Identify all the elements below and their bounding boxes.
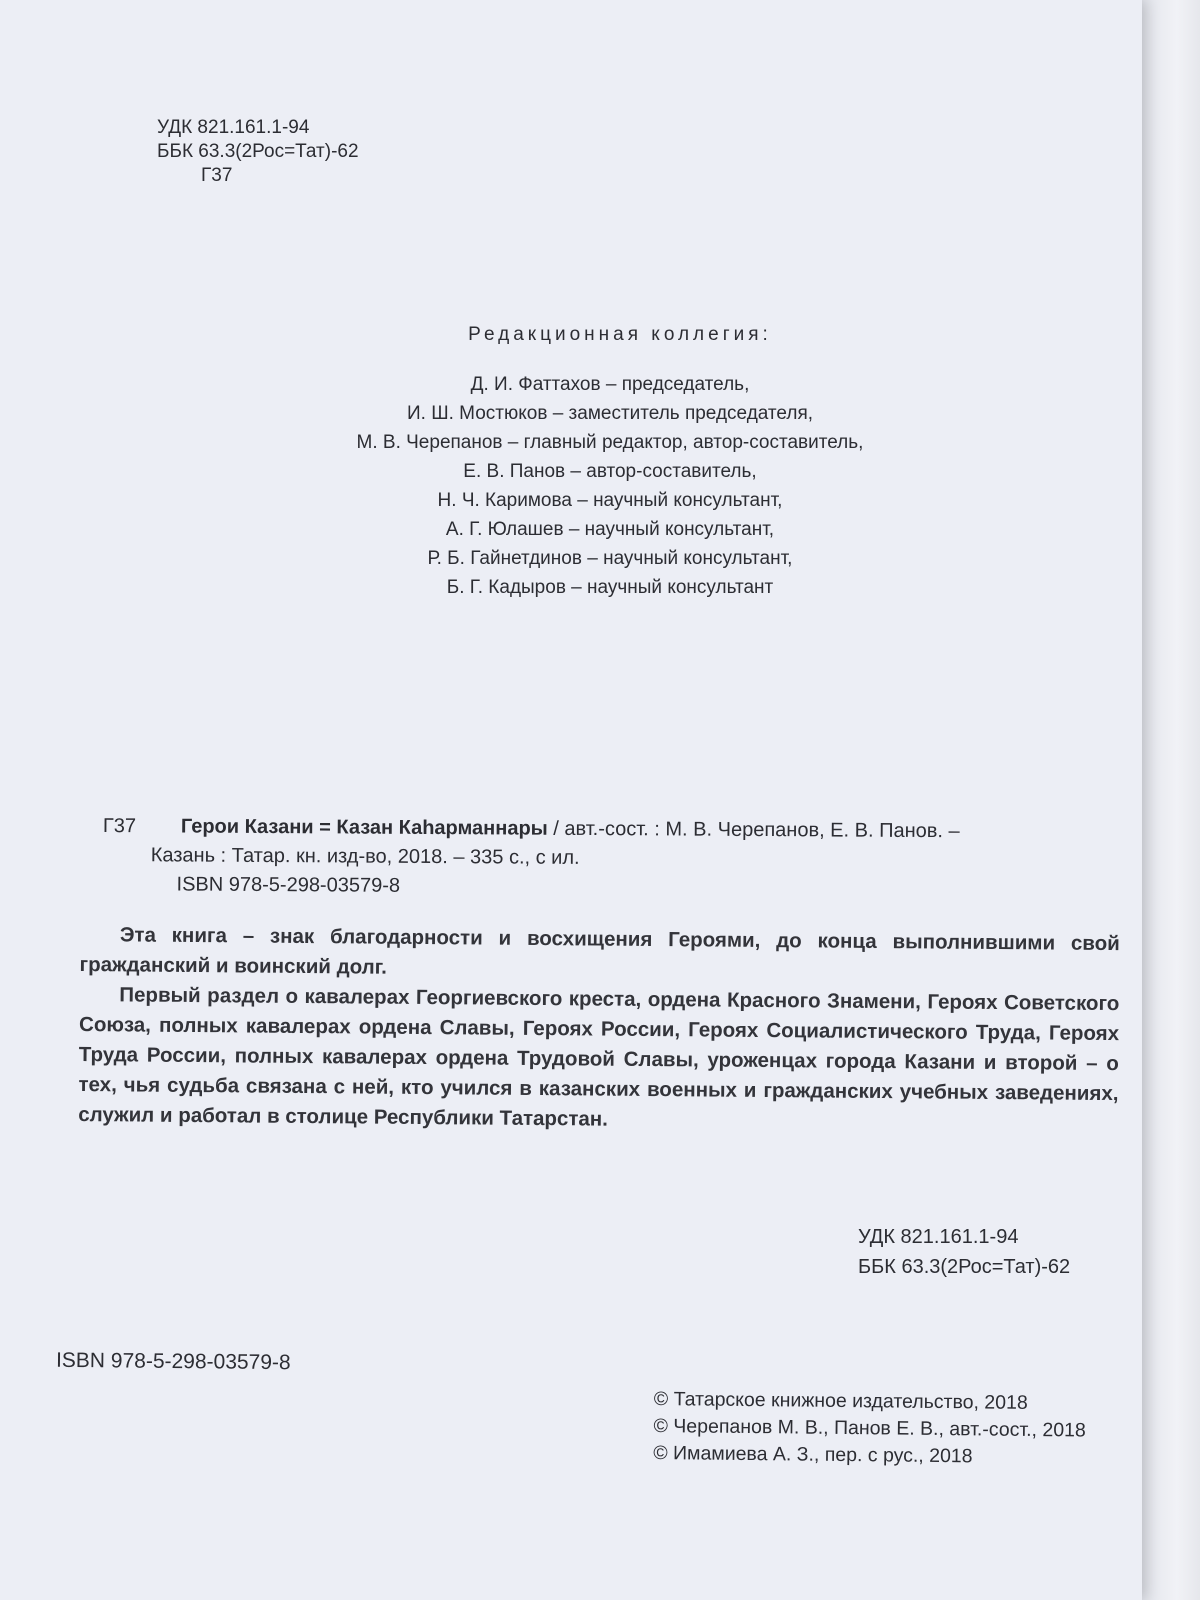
bibliographic-record	[102, 812, 1113, 905]
board-member: Б. Г. Кадыров – научный консультант	[446, 577, 774, 598]
isbn-record: ISBN 978-5-298-03579-8	[176, 873, 401, 897]
imprint: Казань : Татар. кн. изд-во, 2018. – 335 с., с ил.	[150, 844, 580, 869]
bbk-code-bottom: ББК 63.3(2Рос=Тат)-62	[858, 1256, 1071, 1278]
responsibility-statement: / авт.-сост. : М. В. Черепанов, Е. В. Панов. –	[547, 817, 960, 843]
udc-code-bottom: УДК 821.161.1-94	[858, 1226, 1019, 1248]
board-member: М. В. Черепанов – главный редактор, автор-составитель,	[356, 432, 864, 453]
udc-code: УДК 821.161.1-94	[157, 117, 310, 138]
annotation-paragraph: Эта книга – знак благодарности и восхищения Героями, до конца выполнившими свой гражданский и воинский долг.	[79, 923, 1120, 979]
page-edge-shadow	[1142, 0, 1200, 1600]
copyright-line: © Имамиева А. З., пер. с рус., 2018	[653, 1441, 973, 1468]
copyright-block	[653, 1386, 1086, 1472]
bottom-classification-block	[858, 1222, 1070, 1282]
biblio-sign: Г37	[102, 814, 137, 838]
board-member: А. Г. Юлашев – научный консультант,	[445, 519, 775, 540]
board-member: И. Ш. Мостюков – заместитель председателя,	[406, 403, 814, 424]
editorial-board	[240, 324, 980, 602]
annotation	[78, 920, 1120, 1139]
bbk-code: ББК 63.3(2Рос=Тат)-62	[157, 141, 359, 162]
editorial-board-title: Редакционная коллегия:	[468, 324, 772, 345]
copyright-line: © Татарское книжное издательство, 2018	[653, 1387, 1028, 1414]
top-classification-block	[157, 116, 359, 188]
isbn-bottom: ISBN 978-5-298-03579-8	[55, 1348, 291, 1375]
annotation-paragraph: Первый раздел о кавалерах Георгиевского креста, ордена Красного Знамени, Героях Советского Союза, полных кавалерах ордена Славы, Героях России, Героях Социалистического Труда, Героях Труда России, полных кавалерах ордена Трудовой Славы, уроженцах города Казани и второй – о тех, чья судьба связана с ней, кто учился в казанских военных и гражданских учебных заведениях, служил и работал в столице Республики Татарстан.	[78, 983, 1120, 1131]
copyright-line: © Черепанов М. В., Панов Е. В., авт.-сост., 2018	[653, 1414, 1086, 1442]
board-member: Р. Б. Гайнетдинов – научный консультант,	[427, 548, 793, 569]
author-sign: Г37	[201, 165, 233, 186]
book-title: Герои Казани = Казан Каһарманнары	[180, 815, 548, 840]
show-through-watermark	[400, 660, 820, 800]
board-member: Е. В. Панов – автор-составитель,	[463, 461, 757, 482]
board-member: Д. И. Фаттахов – председатель,	[470, 374, 750, 395]
board-member: Н. Ч. Каримова – научный консультант,	[437, 490, 783, 511]
